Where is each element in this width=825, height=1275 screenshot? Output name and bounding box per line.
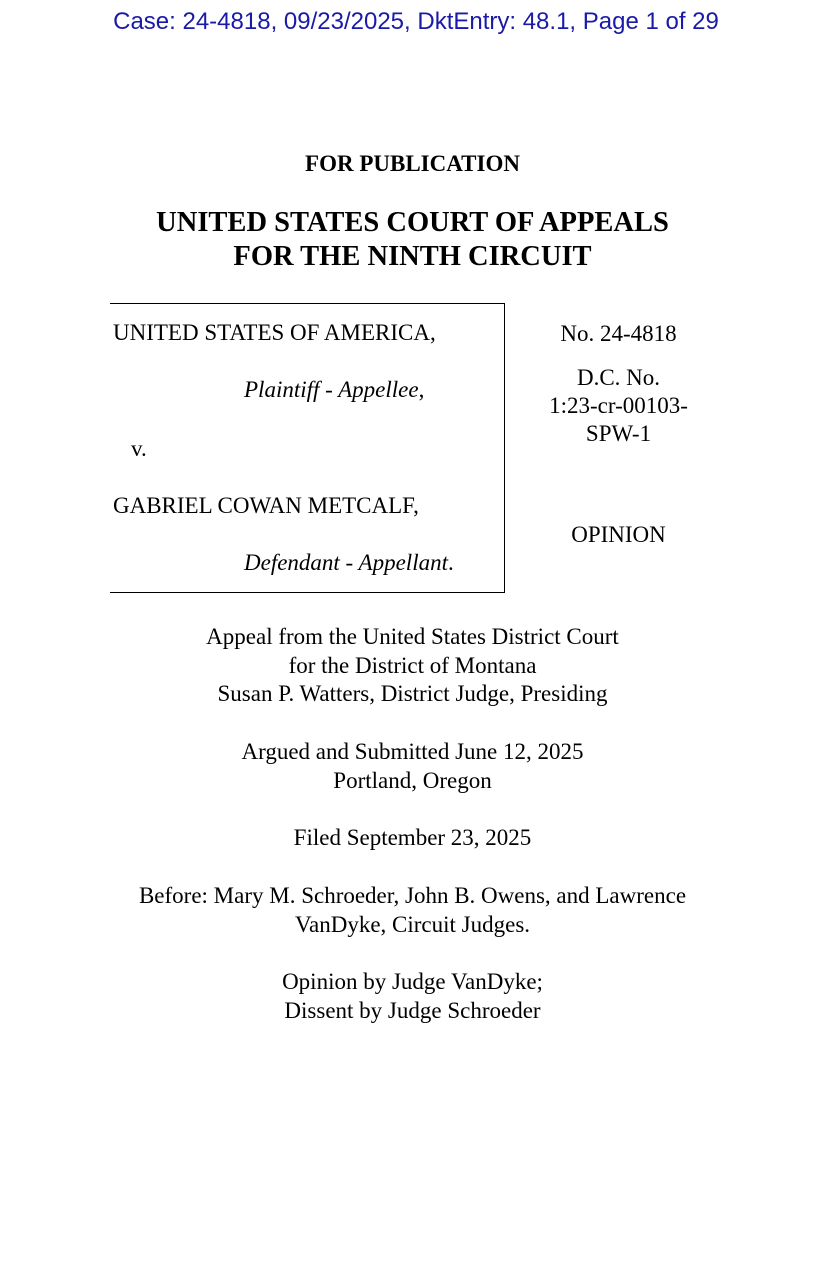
court-title-line1: UNITED STATES COURT OF APPEALS bbox=[156, 207, 669, 238]
appeal-line1: Appeal from the United States District Court bbox=[206, 624, 619, 649]
dc-number-line2: SPW-1 bbox=[585, 421, 652, 446]
authorship-line2: Dissent by Judge Schroeder bbox=[284, 997, 541, 1023]
court-title-line2: FOR THE NINTH CIRCUIT bbox=[233, 241, 592, 272]
panel-judges bbox=[0, 882, 825, 939]
plaintiff-role-punct: , bbox=[418, 377, 425, 402]
defendant-role-punct: . bbox=[447, 550, 454, 575]
plaintiff-role-text: Plaintiff - Appellee bbox=[244, 377, 419, 402]
plaintiff-name: UNITED STATES OF AMERICA, bbox=[113, 320, 436, 345]
authorship-line1: Opinion by Judge VanDyke; bbox=[282, 969, 543, 994]
dc-label: D.C. No. bbox=[576, 365, 661, 390]
court-title bbox=[0, 206, 825, 274]
appeal-line3: Susan P. Watters, District Judge, Presiding bbox=[217, 681, 608, 706]
docket-stamp: Case: 24-4818, 09/23/2025, DktEntry: 48.1, Page 1 of 29 bbox=[113, 8, 719, 35]
plaintiff-role bbox=[244, 377, 424, 403]
before-line2: VanDyke, Circuit Judges. bbox=[294, 911, 531, 937]
case-caption-box bbox=[110, 303, 505, 593]
defendant-name: GABRIEL COWAN METCALF, bbox=[113, 493, 419, 518]
dc-number-line1: 1:23-cr-00103- bbox=[549, 393, 688, 418]
argued-line1: Argued and Submitted June 12, 2025 bbox=[241, 739, 584, 764]
appeal-info bbox=[0, 623, 825, 709]
district-court-number bbox=[505, 364, 732, 448]
argued-info bbox=[0, 738, 825, 795]
for-publication-heading: FOR PUBLICATION bbox=[305, 151, 520, 176]
filed-date: Filed September 23, 2025 bbox=[293, 825, 532, 850]
defendant-role bbox=[244, 550, 454, 576]
document-type: OPINION bbox=[571, 522, 666, 547]
before-line1: Before: Mary M. Schroeder, John B. Owens, and Lawrence bbox=[138, 883, 687, 908]
authorship bbox=[0, 968, 825, 1025]
case-number: No. 24-4818 bbox=[560, 321, 677, 346]
versus: v. bbox=[131, 436, 147, 461]
appeal-line2: for the District of Montana bbox=[288, 652, 537, 678]
defendant-role-text: Defendant - Appellant bbox=[244, 550, 448, 575]
argued-line2: Portland, Oregon bbox=[333, 767, 492, 793]
